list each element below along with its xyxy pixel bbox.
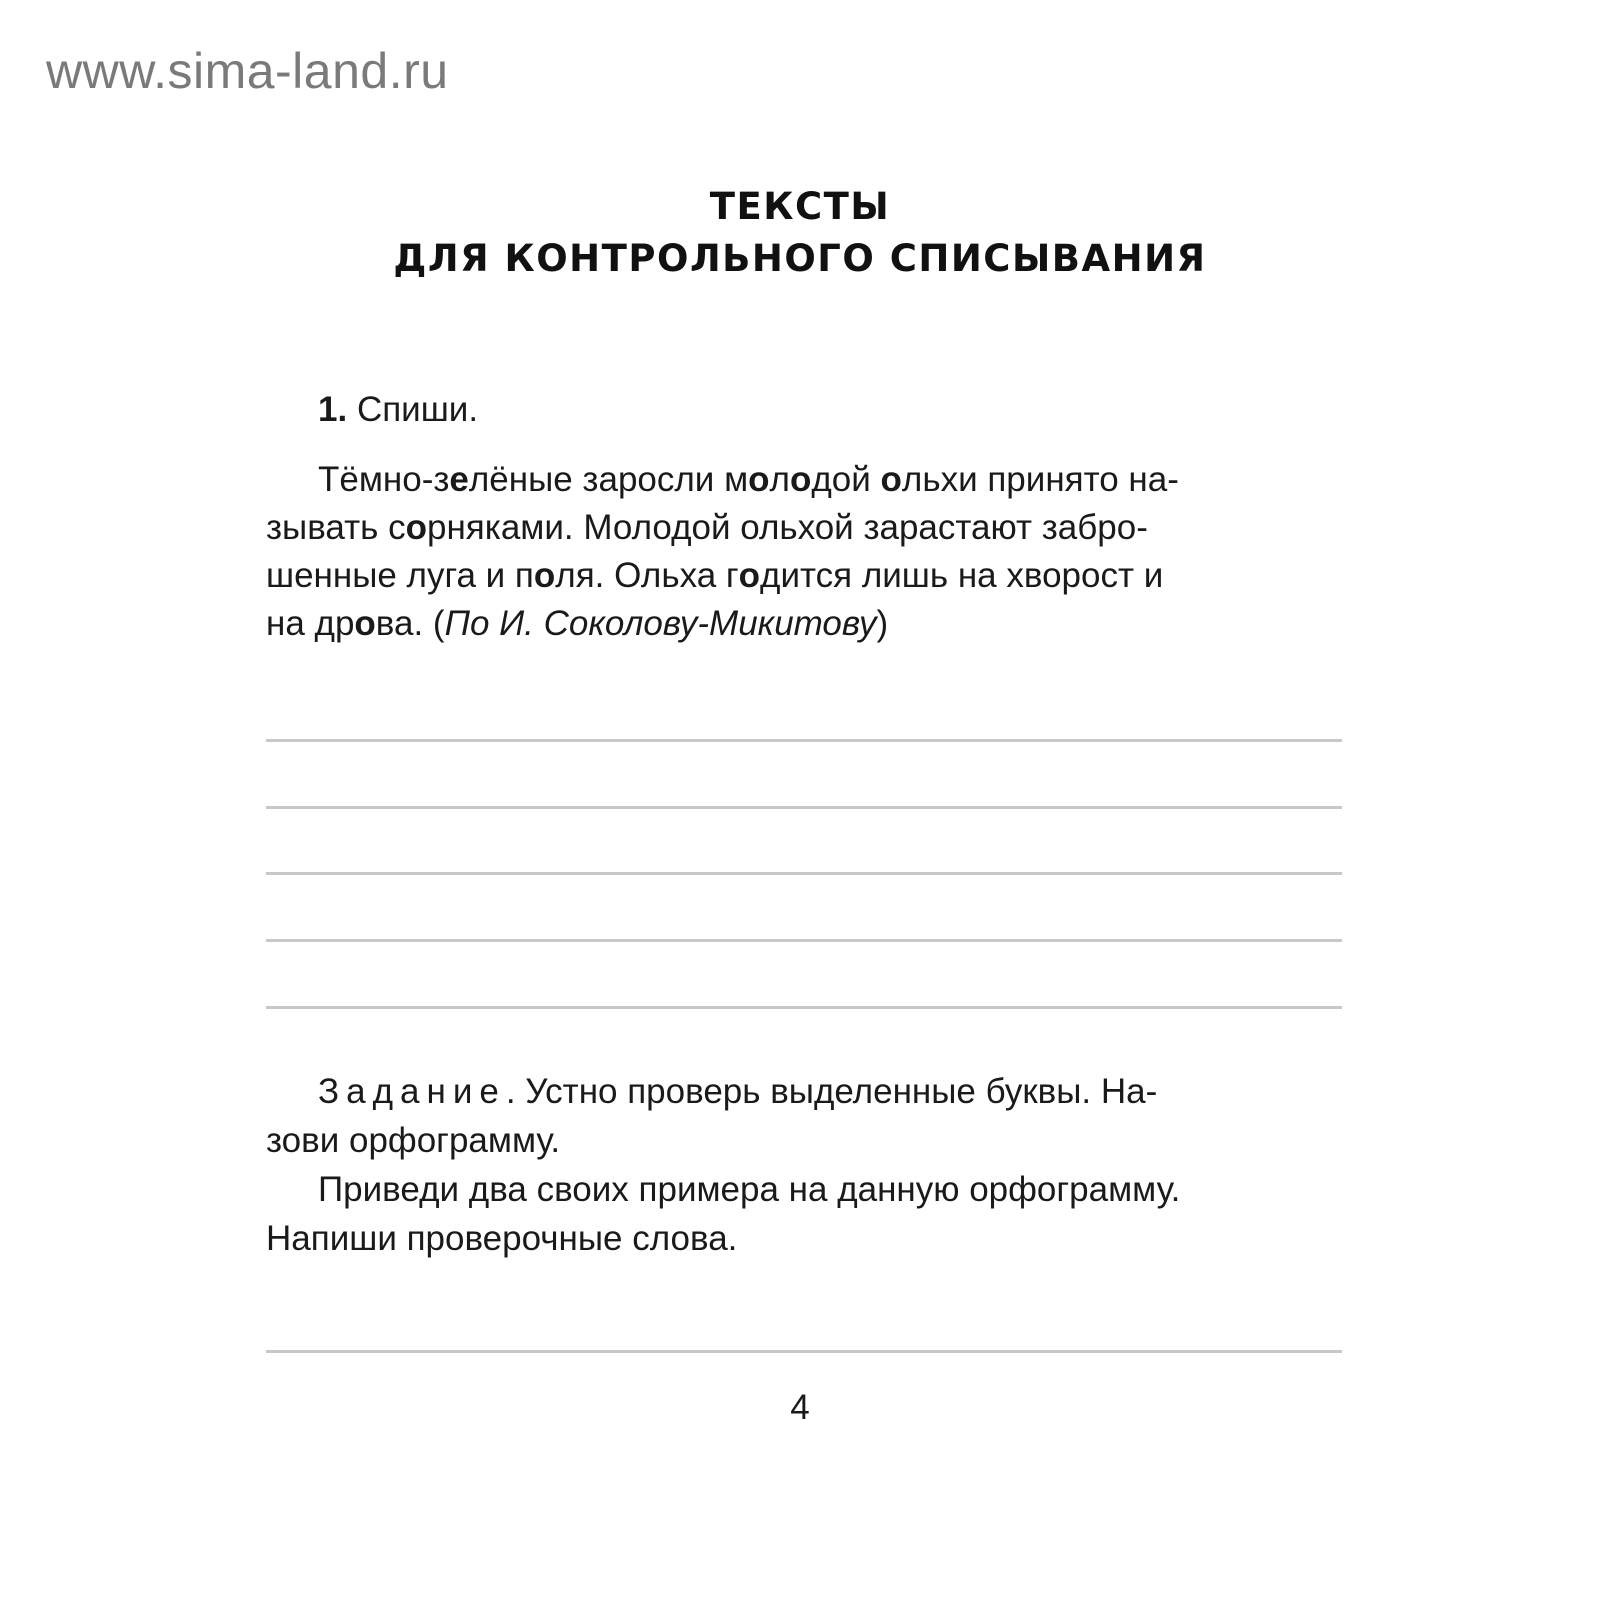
writing-line-1[interactable]: [266, 739, 1342, 742]
passage-line-2: [266, 504, 1342, 552]
passage-line-3: [266, 552, 1342, 600]
writing-line-3[interactable]: [266, 872, 1342, 875]
page-title-line-2: ДЛЯ КОНТРОЛЬНОГО СПИСЫВАНИЯ: [393, 237, 1207, 280]
task-number: 1.: [318, 390, 348, 429]
page-title-line-1: ТЕКСТЫ: [709, 185, 891, 228]
text-segment: л: [769, 460, 790, 499]
highlighted-letter: о: [880, 460, 902, 499]
page-number: 4: [790, 1388, 810, 1427]
text-segment: рняками. Молодой ольхой зарастают забро-: [426, 508, 1148, 547]
assignment-block: [266, 1068, 1342, 1264]
task-instruction: Спиши.: [356, 390, 479, 429]
text-segment: зывать с: [266, 508, 406, 547]
watermark-text: www.sima-land.ru: [46, 43, 449, 99]
text-segment: дой: [811, 460, 881, 499]
text-segment: ва. (: [375, 604, 445, 643]
text-segment: лёные заросли м: [468, 460, 749, 499]
text-segment: Тёмно-з: [318, 460, 450, 499]
answer-line[interactable]: [266, 1350, 1342, 1353]
writing-line-4[interactable]: [266, 939, 1342, 942]
task-heading: [266, 386, 1342, 434]
passage-line-4: [266, 600, 1342, 648]
assignment-text: . Устно проверь выделенные буквы. На-: [505, 1072, 1158, 1111]
highlighted-letter: о: [789, 460, 812, 499]
passage-line-1: [266, 456, 1342, 504]
highlighted-letter: о: [748, 460, 770, 499]
highlighted-letter: о: [354, 604, 376, 643]
assignment-line-2: зови орфограмму.: [266, 1121, 561, 1160]
passage-text: [266, 456, 1342, 648]
text-segment: шенные луга и п: [266, 556, 534, 595]
text-segment: ля. Ольха г: [555, 556, 739, 595]
writing-line-2[interactable]: [266, 806, 1342, 809]
text-segment: дится лишь на хворост и: [760, 556, 1164, 595]
writing-line-5[interactable]: [266, 1006, 1342, 1009]
highlighted-letter: о: [533, 556, 556, 595]
text-segment: ): [876, 604, 889, 643]
highlighted-letter: о: [405, 508, 427, 547]
highlighted-letter: о: [738, 556, 761, 595]
assignment-label: Задание: [318, 1072, 506, 1111]
text-segment: льхи принято на-: [901, 460, 1179, 499]
assignment-line-4: Напиши проверочные слова.: [266, 1219, 738, 1258]
highlighted-letter: е: [449, 460, 469, 499]
assignment-line-3: Приведи два своих примера на данную орфограмму.: [318, 1170, 1181, 1209]
author-attribution: По И. Соколову-Микитову: [444, 604, 877, 643]
text-segment: на др: [266, 604, 355, 643]
assignment-line-1: [266, 1068, 1342, 1117]
